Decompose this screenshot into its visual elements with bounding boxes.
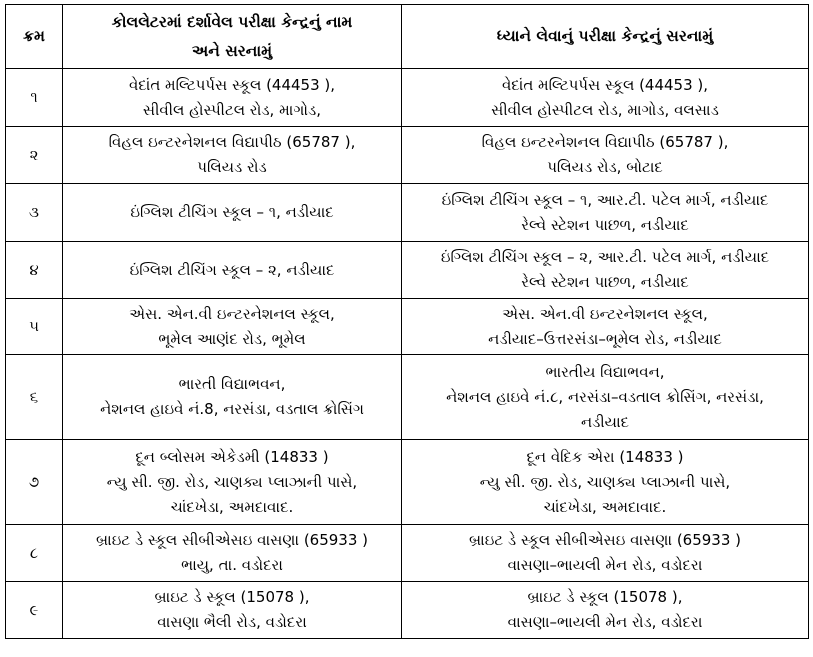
table-row [6, 440, 809, 525]
callletter-centre-cell [63, 582, 402, 639]
address-line: ઇંગ્લિશ ટીચિંગ સ્કૂલ – ૧, આર.ટી. પટેલ માર્ગ, નડીયાદ [441, 190, 769, 209]
considered-centre-cell [402, 242, 809, 299]
address-line: દૂન બ્લોસમ એકેડમી (14833 ) [135, 447, 329, 466]
address-line: રેલ્વે સ્ટેશન પાછળ, નડીયાદ [521, 273, 689, 291]
table-row [6, 69, 809, 127]
row-serial: ૮ [6, 525, 63, 582]
address-line: બ્રાઇટ ડે સ્કૂલ (15078 ), [154, 588, 310, 606]
considered-centre-cell [402, 127, 809, 184]
table-row [6, 242, 809, 299]
callletter-centre-cell [63, 242, 402, 299]
address-line: પલિયડ રોડ, બોટાદ [547, 158, 663, 176]
table-row [6, 127, 809, 184]
address-line: દૂન વેદિક એરા (14833 ) [526, 447, 684, 466]
address-line: વાસણા–ભાયલી મેન રોડ, વડોદરા [507, 613, 703, 631]
address-line: ભારતી વિદ્યાભવન, [178, 375, 286, 393]
table-row [6, 184, 809, 242]
address-line: સીવીલ હોસ્પીટલ રોડ, માગોડ, [142, 100, 322, 119]
considered-centre-header: ધ્યાને લેવાનું પરીક્ષા કેન્દ્રનું સરનામું [402, 5, 809, 69]
address-line: ચાંદખેડા, અમદાવાદ. [543, 497, 667, 516]
considered-centre-cell [402, 299, 809, 355]
address-line: વેદાંત મલ્ટિપર્પસ સ્કૂલ (44453 ), [128, 75, 336, 94]
address-line: ઇંગ્લિશ ટીચિંગ સ્કૂલ – ૨, આર.ટી. પટેલ માર્ગ, નડીયાદ [440, 248, 770, 266]
address-line: નેશનલ હાઇવે નં.8, નરસંડા, વડતાલ ક્રોસિંગ [100, 400, 364, 418]
table-row [6, 299, 809, 355]
address-line: એસ. એન.વી ઇન્ટરનેશનલ સ્કૂલ, [502, 304, 708, 323]
considered-centre-cell [402, 582, 809, 639]
table-row [6, 525, 809, 582]
address-line: ઇંગ્લિશ ટીચિંગ સ્કૂલ – ૧, નડીયાદ [130, 203, 334, 221]
callletter-centre-cell [63, 69, 402, 127]
address-line: ભૂમેલ આણંદ રોડ, ભૂમેલ [158, 329, 306, 348]
serial-header: ક્રમ [6, 5, 63, 69]
address-line: નડીયાદ [580, 412, 630, 431]
row-serial: ૭ [6, 440, 63, 525]
address-line: વાસણા–ભાયલી મેન રોડ, વડોદરા [507, 556, 703, 574]
considered-centre-cell [402, 69, 809, 127]
address-line: વાસણા ભૈલી રોડ, વડોદરા [157, 613, 307, 631]
table-header-row [6, 5, 809, 69]
address-line: ચાંદખેડા, અમદાવાદ. [170, 497, 294, 516]
address-line: બ્રાઇટ ડે સ્કૂલ (15078 ), [527, 588, 683, 606]
row-serial: ૨ [6, 127, 63, 184]
address-line: નેશનલ હાઇવે નં.૮, નરસંડા–વડતાલ ક્રોસિંગ, નરસંડા, [446, 387, 764, 406]
address-line: વેદાંત મલ્ટિપર્પસ સ્કૂલ (44453 ), [501, 75, 709, 94]
considered-centre-cell [402, 184, 809, 242]
row-serial: ૩ [6, 184, 63, 242]
row-serial: ૫ [6, 299, 63, 355]
row-serial: ૯ [6, 582, 63, 639]
callletter-centre-cell [63, 525, 402, 582]
address-line: બ્રાઇટ ડે સ્કૂલ સીબીએસઇ વાસણા (65933 ) [95, 531, 369, 549]
table-row [6, 582, 809, 639]
address-line: ભાયુ, તા. વડોદરા [181, 556, 283, 574]
considered-centre-cell [402, 355, 809, 440]
callletter-header-line: અને સરનામું [191, 41, 273, 60]
address-line: વિહલ ઇન્ટરનેશનલ વિદ્યાપીઠ (65787 ), [481, 133, 729, 151]
address-line: પલિયડ રોડ [197, 158, 267, 176]
row-serial: ૪ [6, 242, 63, 299]
callletter-header-line: કોલલેટરમાં દર્શાવેલ પરીક્ષા કેન્દ્રનું નામ [111, 12, 353, 31]
callletter-centre-cell [63, 299, 402, 355]
callletter-centre-cell [63, 355, 402, 440]
callletter-centre-cell [63, 184, 402, 242]
considered-centre-cell [402, 525, 809, 582]
address-line: ભારતીય વિદ્યાભવન, [545, 362, 665, 381]
row-serial: ૬ [6, 355, 63, 440]
callletter-centre-cell [63, 440, 402, 525]
address-line: બ્રાઇટ ડે સ્કૂલ સીબીએસઇ વાસણા (65933 ) [468, 531, 742, 549]
exam-centre-table [5, 4, 809, 639]
address-line: રેલ્વે સ્ટેશન પાછળ, નડીયાદ [521, 215, 689, 234]
address-line: ન્યુ સી. જી. રોડ, ચાણક્ય પ્લાઝાની પાસે, [479, 472, 731, 491]
considered-centre-cell [402, 440, 809, 525]
callletter-centre-header [63, 5, 402, 69]
address-line: એસ. એન.વી ઇન્ટરનેશનલ સ્કૂલ, [129, 304, 335, 323]
address-line: સીવીલ હોસ્પીટલ રોડ, માગોડ, વલસાડ [491, 100, 719, 119]
address-line: ન્યુ સી. જી. રોડ, ચાણક્ય પ્લાઝાની પાસે, [106, 472, 358, 491]
callletter-centre-cell [63, 127, 402, 184]
address-line: વિહલ ઇન્ટરનેશનલ વિદ્યાપીઠ (65787 ), [108, 133, 356, 151]
table-row [6, 355, 809, 440]
address-line: નડીયાદ–ઉત્તરસંડા–ભૂમેલ રોડ, નડીયાદ [488, 329, 722, 348]
row-serial: ૧ [6, 69, 63, 127]
address-line: ઇંગ્લિશ ટીચિંગ સ્કૂલ – ૨, નડીયાદ [129, 260, 335, 279]
